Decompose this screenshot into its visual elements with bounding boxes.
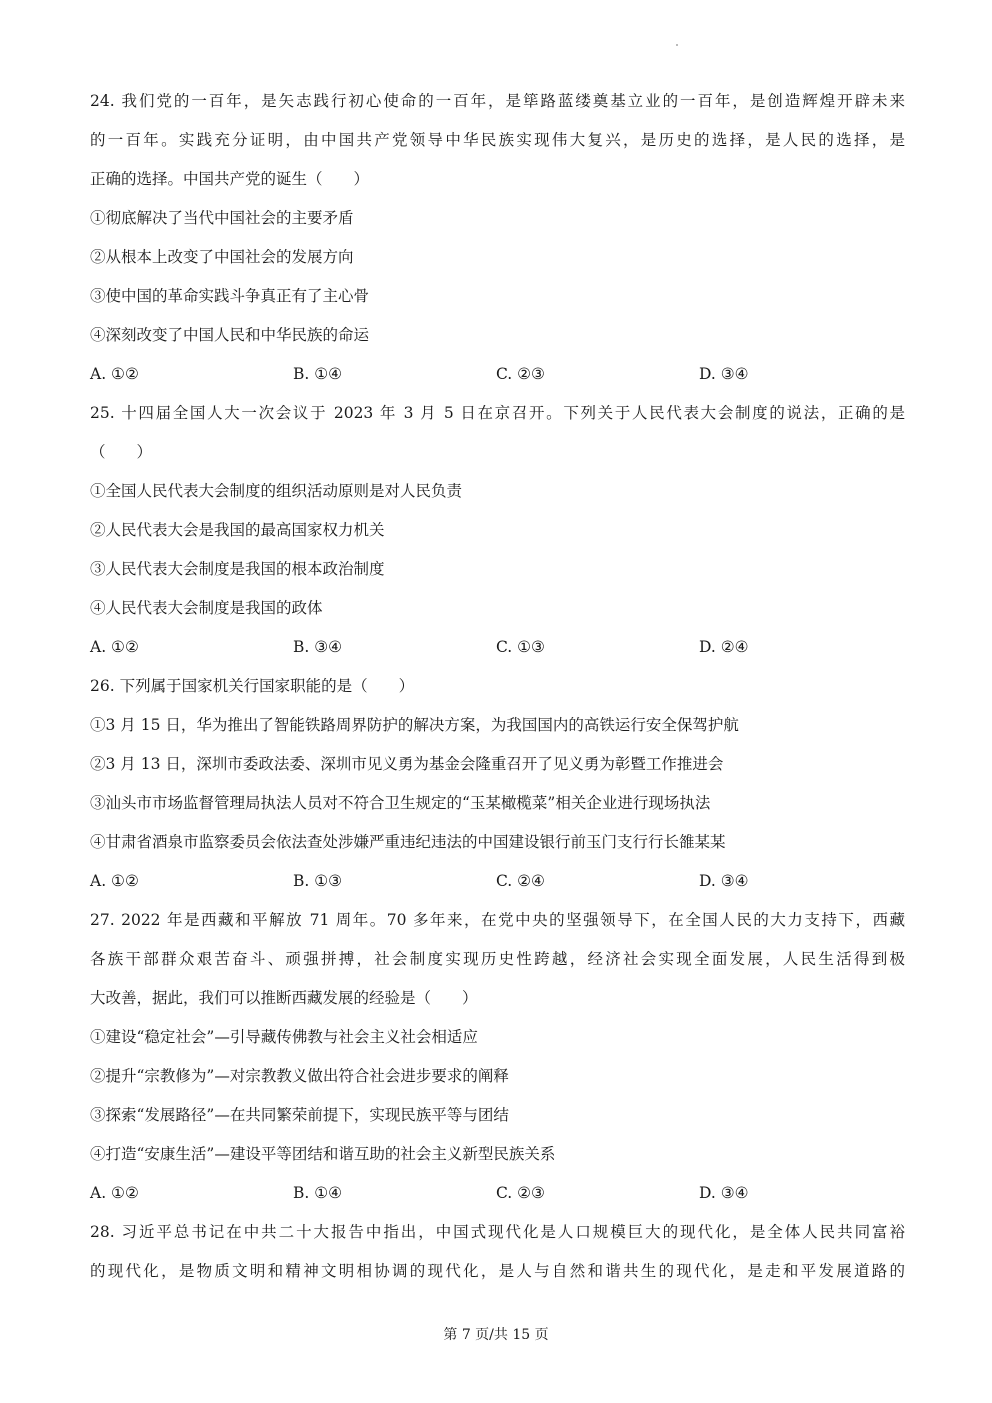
question-item: ②提升“宗教修为”—对宗教教义做出符合社会进步要求的阐释 [90,1067,509,1085]
question-28 [90,1213,905,1291]
question-item: ②3 月 13 日，深圳市委政法委、深圳市见义勇为基金会隆重召开了见义勇为彰暨工作推进会 [90,755,724,773]
answer-options [90,628,905,667]
option-d: D. ③④ [699,365,749,383]
question-item: ③使中国的革命实践斗争真正有了主心骨 [90,287,370,305]
option-a: A. ①② [90,1184,139,1202]
question-item: ②从根本上改变了中国社会的发展方向 [90,248,354,266]
option-b: B. ③④ [293,638,343,656]
question-item: ①全国人民代表大会制度的组织活动原则是对人民负责 [90,482,463,500]
question-stem-line: 24. 我们党的一百年，是矢志践行初心使命的一百年，是筚路蓝缕奠基立业的一百年，是创造辉煌开辟未来 [90,92,905,110]
question-item: ③探索“发展路径”—在共同繁荣前提下，实现民族平等与团结 [90,1106,509,1124]
option-a: A. ①② [90,638,139,656]
question-stem-line: 25. 十四届全国人大一次会议于 2023 年 3 月 5 日在京召开。下列关于人民代表大会制度的说法，正确的是 [90,404,905,422]
answer-options [90,1174,905,1213]
question-stem-line: 正确的选择。中国共产党的诞生（ ） [90,170,370,188]
question-27 [90,901,905,1213]
question-stem-line: （ ） [90,443,153,461]
option-c: C. ②③ [496,1184,545,1202]
question-stem-line: 的现代化，是物质文明和精神文明相协调的现代化，是人与自然和谐共生的现代化，是走和平发展道路的 [90,1262,905,1280]
option-d: D. ②④ [699,638,749,656]
answer-options [90,862,905,901]
question-item: ②人民代表大会是我国的最高国家权力机关 [90,521,385,539]
option-b: B. ①④ [293,1184,343,1202]
question-item: ①建设“稳定社会”—引导藏传佛教与社会主义社会相适应 [90,1028,478,1046]
question-item: ①彻底解决了当代中国社会的主要矛盾 [90,209,354,227]
page-content [90,82,905,1291]
question-stem-line: 各族干部群众艰苦奋斗、顽强拼搏，社会制度实现历史性跨越，经济社会实现全面发展，人民生活得到极 [90,950,905,968]
question-stem-line: 的一百年。实践充分证明，由中国共产党领导中华民族实现伟大复兴，是历史的选择，是人民的选择，是 [90,131,905,149]
question-26 [90,667,905,901]
question-stem-line: 28. 习近平总书记在中共二十大报告中指出，中国式现代化是人口规模巨大的现代化，是全体人民共同富裕 [90,1223,905,1241]
answer-options [90,355,905,394]
option-a: A. ①② [90,872,139,890]
option-c: C. ①③ [496,638,545,656]
question-stem-line: 大改善，据此，我们可以推断西藏发展的经验是（ ） [90,989,478,1007]
question-item: ④甘肃省酒泉市监察委员会依法查处涉嫌严重违纪违法的中国建设银行前玉门支行行长雒某某 [90,833,726,851]
option-c: C. ②④ [496,872,545,890]
question-stem-line: 26. 下列属于国家机关行国家职能的是（ ） [90,677,415,695]
scan-mark [676,44,678,46]
question-item: ③人民代表大会制度是我国的根本政治制度 [90,560,385,578]
option-b: B. ①③ [293,872,343,890]
option-b: B. ①④ [293,365,343,383]
question-item: ④打造“安康生活”—建设平等团结和谐互助的社会主义新型民族关系 [90,1145,556,1163]
option-d: D. ③④ [699,872,749,890]
question-item: ④深刻改变了中国人民和中华民族的命运 [90,326,370,344]
question-25 [90,394,905,667]
question-item: ③汕头市市场监督管理局执法人员对不符合卫生规定的“玉某橄榄菜”相关企业进行现场执法 [90,794,711,812]
question-stem-line: 27. 2022 年是西藏和平解放 71 周年。70 多年来，在党中央的坚强领导下，在全国人民的大力支持下，西藏 [90,911,905,929]
option-c: C. ②③ [496,365,545,383]
page-number-footer: 第 7 页/共 15 页 [443,1327,549,1343]
option-d: D. ③④ [699,1184,749,1202]
question-item: ①3 月 15 日，华为推出了智能铁路周界防护的解决方案，为我国国内的高铁运行安全保驾护航 [90,716,739,734]
question-item: ④人民代表大会制度是我国的政体 [90,599,323,617]
question-24 [90,82,905,394]
option-a: A. ①② [90,365,139,383]
